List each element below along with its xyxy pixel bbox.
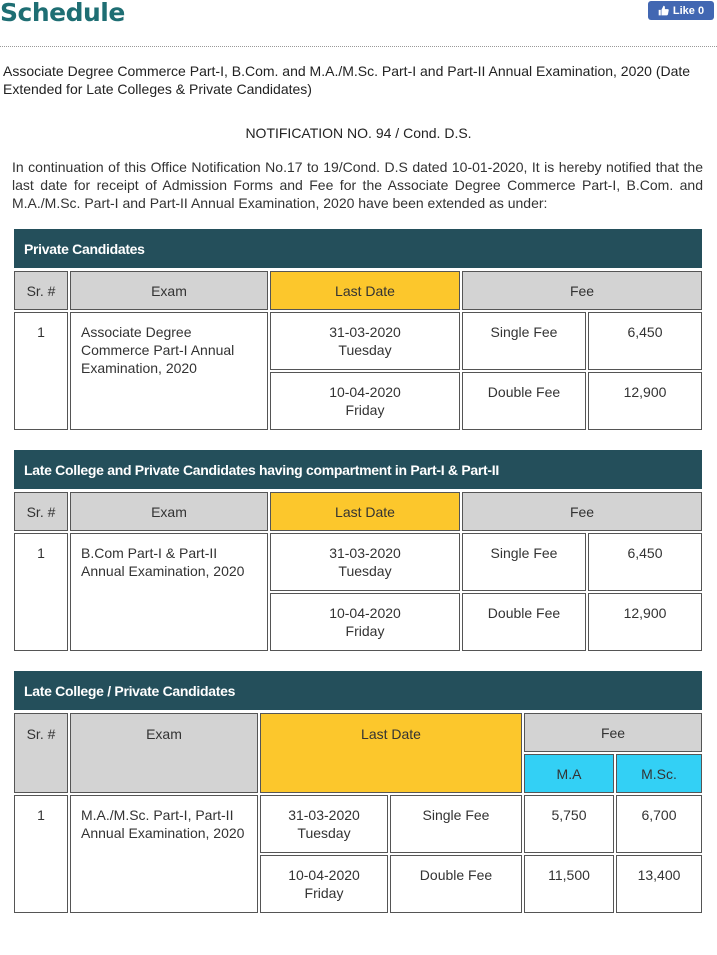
exam-cell: Associate Degree Commerce Part-I Annual Examination, 2020 [70, 312, 268, 430]
intro-paragraph: In continuation of this Office Notification No.17 to 19/Cond. D.S dated 10-01-2020, It is hereby notified that the last date for receipt of Admission Forms and Fee for the Associate Degree Commerce Part-I, B.Com. and M.A./M.Sc. Part-I and Part-II Annual Examination, 2020 have been extended as under: [12, 159, 703, 211]
date-cell [270, 372, 460, 430]
table-row [14, 312, 702, 370]
notification-number: NOTIFICATION NO. 94 / Cond. D.S. [245, 125, 472, 141]
msc-fee-cell: 6,700 [616, 795, 702, 853]
exam-cell: M.A./M.Sc. Part-I, Part-II Annual Examination, 2020 [70, 795, 258, 913]
sr-cell: 1 [14, 795, 68, 913]
date: 31-03-2020 [329, 324, 401, 340]
fee-type-cell: Double Fee [462, 372, 586, 430]
schedule-table [12, 490, 704, 653]
date-cell [270, 593, 460, 651]
sr-header: Sr. # [14, 713, 68, 793]
sr-cell: 1 [14, 533, 68, 651]
date-cell [270, 533, 460, 591]
fee-type-cell: Single Fee [390, 795, 522, 853]
header-row [14, 713, 702, 752]
thumbs-up-icon [658, 5, 669, 16]
header-row [14, 492, 702, 531]
fee-type-cell: Single Fee [462, 312, 586, 370]
table-row [14, 795, 702, 853]
facebook-like-button[interactable] [648, 1, 714, 20]
exam-header: Exam [70, 492, 268, 531]
msc-fee-cell: 13,400 [616, 855, 702, 913]
exam-cell: B.Com Part-I & Part-II Annual Examination, 2020 [70, 533, 268, 651]
sr-header: Sr. # [14, 271, 68, 310]
section-title: Late College / Private Candidates [14, 671, 702, 711]
section-late-college-compartment [14, 450, 702, 653]
schedule-table [12, 711, 704, 915]
fee-type-cell: Double Fee [390, 855, 522, 913]
section-late-college-private [14, 671, 702, 915]
exam-header: Exam [70, 713, 258, 793]
fee-amount-cell: 12,900 [588, 593, 702, 651]
sr-header: Sr. # [14, 492, 68, 531]
last-date-header: Last Date [270, 492, 460, 531]
date: 10-04-2020 [329, 384, 401, 400]
header-row [14, 271, 702, 310]
date: 10-04-2020 [329, 605, 401, 621]
page-title: Schedule [0, 0, 125, 27]
date: 31-03-2020 [329, 545, 401, 561]
day: Tuesday [338, 563, 392, 579]
notification-headline: Associate Degree Commerce Part-I, B.Com. and M.A./M.Sc. Part-I and Part-II Annual Examination, 2020 (Date Extended for Late Colleges & Private Candidates) [3, 63, 691, 97]
day: Friday [345, 402, 385, 418]
fee-amount-cell: 12,900 [588, 372, 702, 430]
fee-amount-cell: 6,450 [588, 533, 702, 591]
ma-header: M.A [524, 754, 614, 793]
section-title: Late College and Private Candidates having compartment in Part-I & Part-II [14, 450, 702, 490]
fee-amount-cell: 6,450 [588, 312, 702, 370]
last-date-header: Last Date [260, 713, 522, 793]
fee-type-cell: Single Fee [462, 533, 586, 591]
sr-cell: 1 [14, 312, 68, 430]
ma-fee-cell: 11,500 [524, 855, 614, 913]
day: Friday [345, 623, 385, 639]
last-date-header: Last Date [270, 271, 460, 310]
table-row [14, 533, 702, 591]
date: 31-03-2020 [288, 807, 360, 823]
day: Tuesday [338, 342, 392, 358]
section-title: Private Candidates [14, 229, 702, 269]
fee-type-cell: Double Fee [462, 593, 586, 651]
fee-header: Fee [462, 271, 702, 310]
exam-header: Exam [70, 271, 268, 310]
fee-header: Fee [462, 492, 702, 531]
fee-header: Fee [524, 713, 702, 752]
like-label: Like 0 [672, 4, 705, 17]
date-cell [260, 855, 388, 913]
date-cell [270, 312, 460, 370]
date-cell [260, 795, 388, 853]
section-private-candidates [14, 229, 702, 432]
day: Tuesday [297, 825, 351, 841]
msc-header: M.Sc. [616, 754, 702, 793]
schedule-table [12, 269, 704, 432]
ma-fee-cell: 5,750 [524, 795, 614, 853]
title-divider [0, 46, 717, 47]
day: Friday [304, 885, 344, 901]
date: 10-04-2020 [288, 867, 360, 883]
